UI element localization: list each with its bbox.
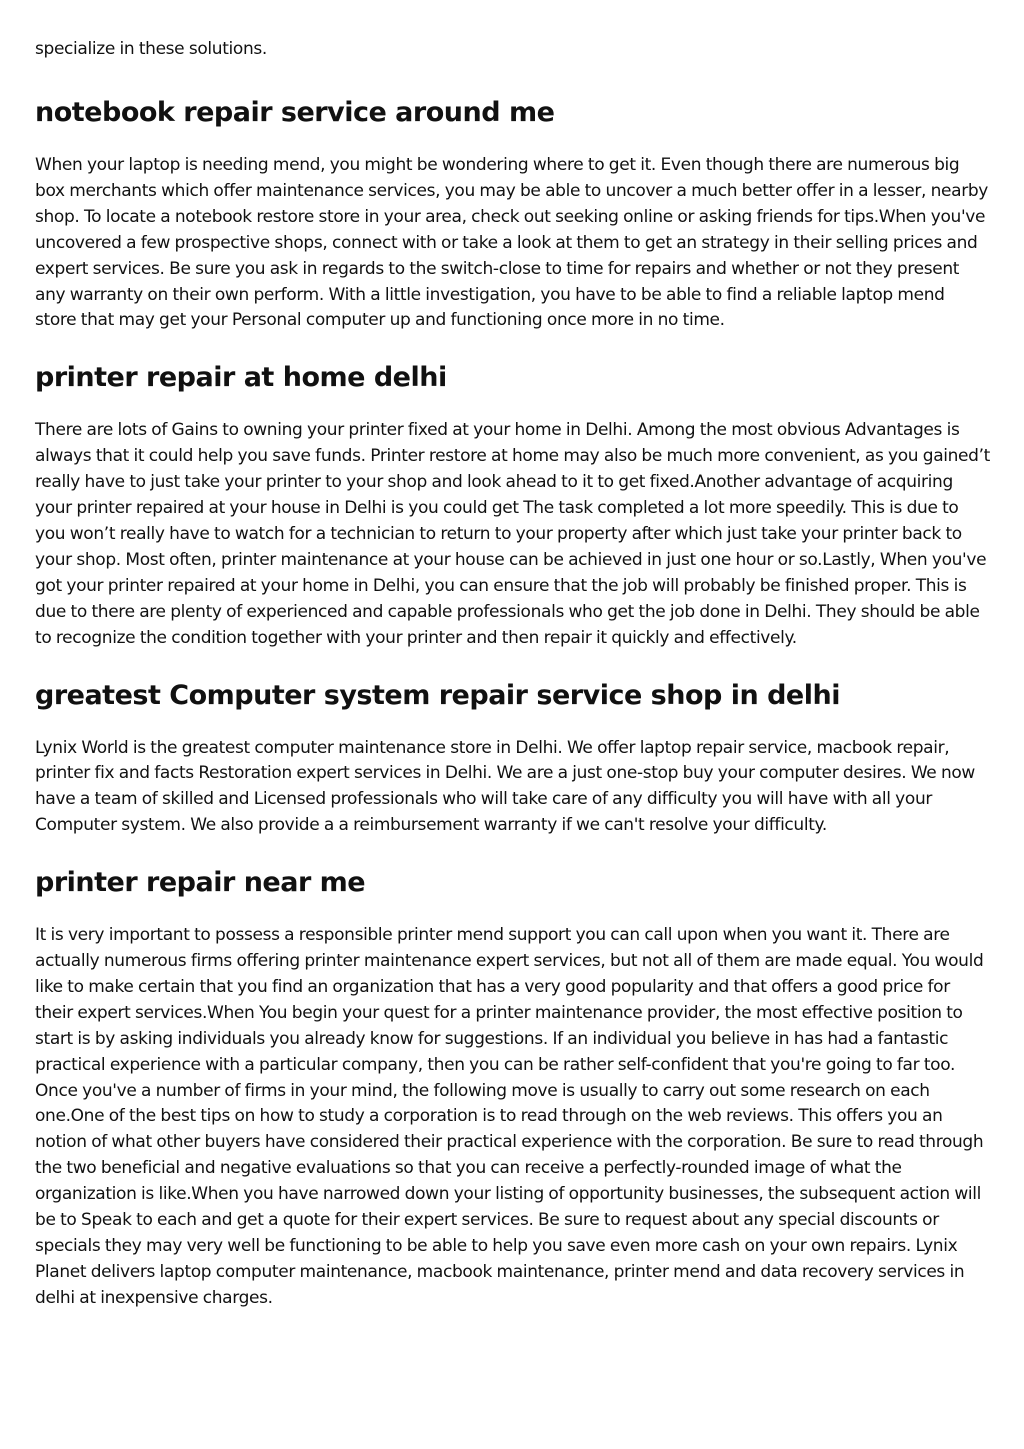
section-heading-printer-repair-near-me: printer repair near me xyxy=(35,867,366,899)
section-paragraph-notebook-repair: When your laptop is needing mend, you might be wondering where to get it. Even though there are numerous big box merchants which offer maintenance services, you may be able to uncover a much better offer in a lesser, nearby shop. To locate a notebook restore store in your area, check out seeking online or asking friends for tips.When you've uncovered a few prospective shops, connect with or take a look at them to get an strategy in their selling prices and expert services. Be sure you ask in regards to the switch-close to time for repairs and whether or not they present any warranty on their own perform. With a little investigation, you have to be able to find a reliable laptop mend store that may get your Personal computer up and functioning once more in no time. xyxy=(35,155,989,331)
section-paragraph-printer-repair-near-me: It is very important to possess a responsible printer mend support you can call upon when you want it. There are actually numerous firms offering printer maintenance expert services, but not all of them are made equal. You would like to make certain that you find an organization that has a very good popularity and that offers a good price for their expert services.When You begin your quest for a printer maintenance provider, the most effective position to start is by asking individuals you already know for suggestions. If an individual you believe in has had a fantastic practical experience with a particular company, then you can be rather self-confident that you're going to far too. Once you've a number of firms in your mind, the following move is usually to carry out some research on each one.One of the best tips on how to study a corporation is to read through on the web reviews. This offers you an notion of what other buyers have considered their practical experience with the corporation. Be sure to read through the two beneficial and negative evaluations so that you can receive a perfectly-rounded image of what the organization is like.When you have narrowed down your listing of opportunity businesses, the subsequent action will be to Speak to each and get a quote for their expert services. Be sure to request about any special discounts or specials they may very well be functioning to be able to help you save even more cash on your own repairs. Lynix Planet delivers laptop computer maintenance, macbook maintenance, printer mend and data recovery services in delhi at inexpensive charges. xyxy=(35,925,984,1308)
section-heading-printer-repair-home: printer repair at home delhi xyxy=(35,362,447,394)
section-paragraph-printer-repair-home: There are lots of Gains to owning your printer fixed at your home in Delhi. Among the most obvious Advantages is always that it could help you save funds. Printer restore at home may also be much more convenient, as you gained’t really have to just take your printer to your shop and look ahead to it to get fixed.Another advantage of acquiring your printer repaired at your house in Delhi is you could get The task completed a lot more speedily. This is due to you won’t really have to watch for a technician to return to your property after which just take your printer back to your shop. Most often, printer maintenance at your house can be achieved in just one hour or so.Lastly, When you've got your printer repaired at your home in Delhi, you can ensure that the job will probably be finished proper. This is due to there are plenty of experienced and capable professionals who get the job done in Delhi. They should be able to recognize the condition together with your printer and then repair it quickly and effectively. xyxy=(35,420,990,648)
section-heading-notebook-repair: notebook repair service around me xyxy=(35,97,555,128)
lead-paragraph: specialize in these solutions. xyxy=(35,39,267,59)
section-paragraph-computer-repair-shop: Lynix World is the greatest computer maintenance store in Delhi. We offer laptop repair service, macbook repair, printer fix and facts Restoration expert services in Delhi. We are a just one-stop buy your computer desires. We now have a team of skilled and Licensed professionals who will take care of any difficulty you will have with all your Computer system. We also provide a a reimbursement warranty if we can't resolve your difficulty. xyxy=(35,737,975,836)
section-heading-computer-repair-shop: greatest Computer system repair service shop in delhi xyxy=(35,679,840,711)
